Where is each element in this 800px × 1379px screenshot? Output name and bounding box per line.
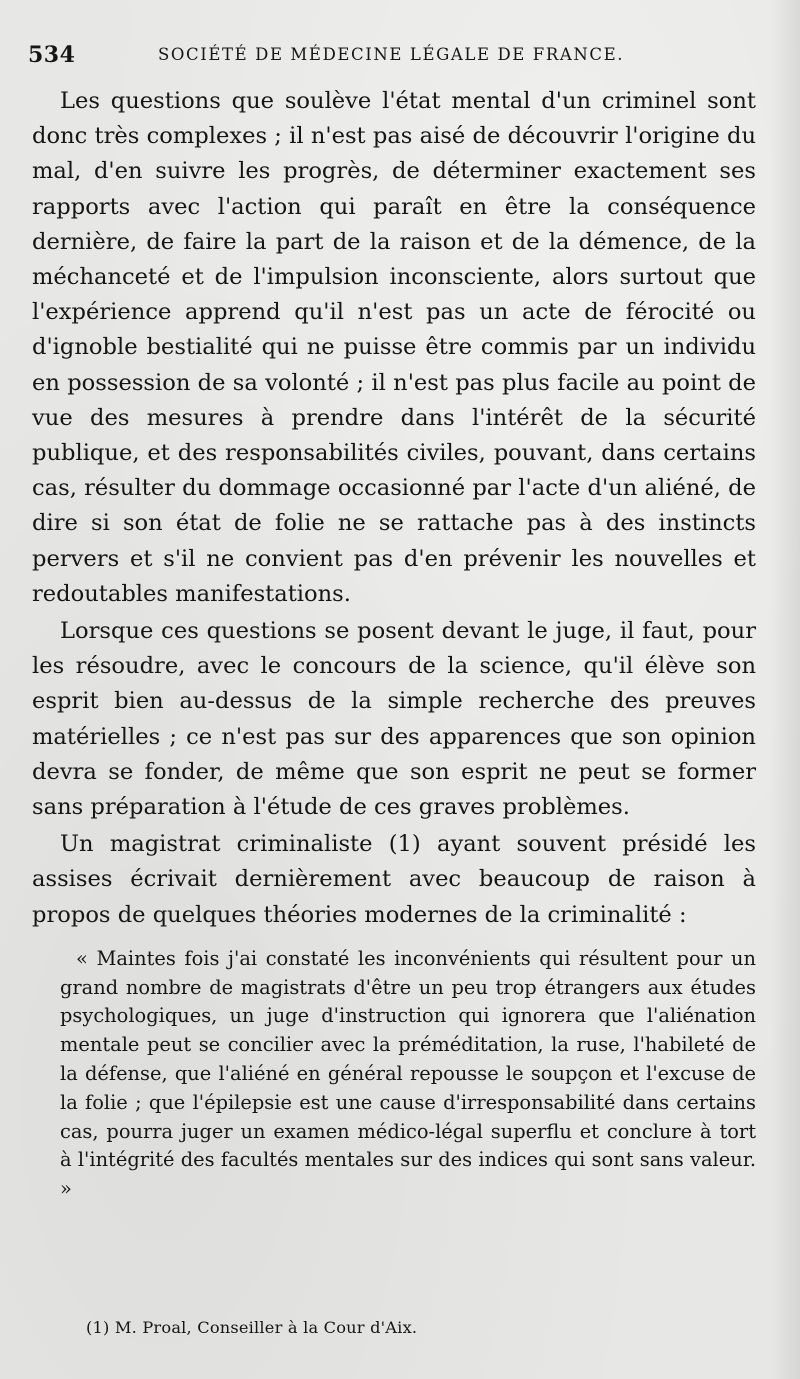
paragraph-2: Lorsque ces questions se posent devant le juge, il faut, pour les résoudre, avec le concours de la science, qu'il élève son esprit bien au-dessus de la simple recherche des preuves matérielles ; ce n'est pas sur des apparences que son opinion devra se fonder, de même que son esprit ne peut se former sans préparation à l'étude de ces graves problèmes.: [32, 618, 756, 821]
running-title: SOCIÉTÉ DE MÉDECINE LÉGALE DE FRANCE.: [158, 45, 625, 64]
page-edge-shadow: [770, 0, 800, 1379]
paragraph-1: Les questions que soulève l'état mental d'un criminel sont donc très complexes ; il n'est pas aisé de découvrir l'origine du mal, d'en suivre les progrès, de déterminer exactement ses rapports avec l'action qui paraît en être la conséquence dernière, de faire la part de la raison et de la démence, de la méchanceté et de l'impulsion inconsciente, alors surtout que l'expérience apprend qu'il n'est pas un acte de férocité ou d'ignoble bestialité qui ne puisse être commis par un individu en possession de sa volonté ; il n'est pas plus facile au point de vue des mesures à prendre dans l'intérêt de la sécurité publique, et des responsabilités civiles, pouvant, dans certains cas, résulter du dommage occasionné par l'acte d'un aliéné, de dire si son état de folie ne se rattache pas à des instincts pervers et s'il ne convient pas d'en prévenir les nouvelles et redoutables manifestations.: [32, 88, 756, 607]
paragraph-3: Un magistrat criminaliste (1) ayant souvent présidé les assises écrivait dernièrement avec beaucoup de raison à propos de quelques théories modernes de la criminalité :: [32, 831, 756, 928]
body-text: [32, 84, 756, 1204]
footnote: (1) M. Proal, Conseiller à la Cour d'Aix.: [86, 1318, 418, 1337]
block-quote: « Maintes fois j'ai constaté les inconvénients qui résultent pour un grand nombre de magistrats d'être un peu trop étrangers aux études psychologiques, un juge d'instruction qui ignorera que l'aliénation mentale peut se concilier avec la préméditation, la ruse, l'habileté de la défense, que l'aliéné en général repousse le soupçon et l'excuse de la folie ; que l'épilepsie est une cause d'irresponsabilité dans certains cas, pourra juger un examen médico-légal superflu et conclure à tort à l'intégrité des facultés mentales sur des indices qui sont sans valeur. »: [60, 946, 756, 1201]
page-header: [28, 42, 788, 72]
page-number: 534: [28, 42, 76, 68]
